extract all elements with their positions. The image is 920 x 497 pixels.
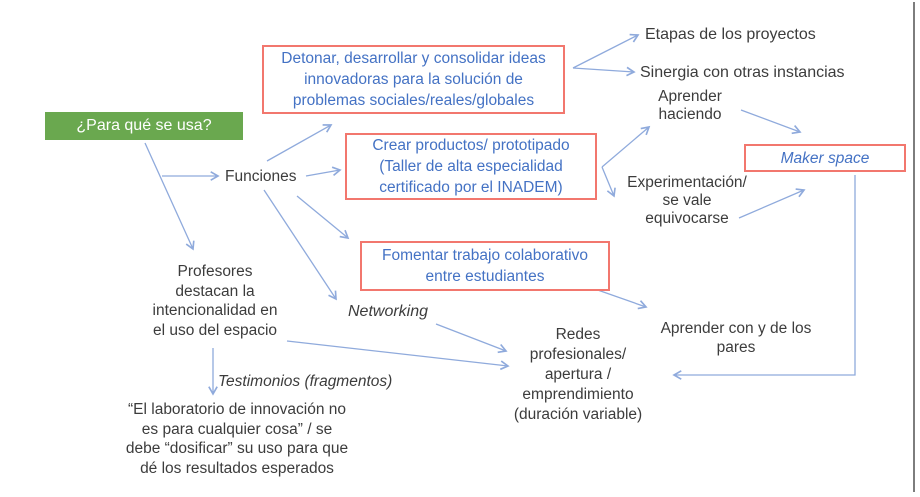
box-detonar-line: Detonar, desarrollar y consolidar ideas [281,50,546,67]
arrow-aprender-haciendo-to-maker [741,110,800,132]
aprender-pares-line: Aprender con y de los [660,320,812,337]
experimentacion-line: se vale [662,192,712,209]
aprender-pares-line: pares [716,339,756,356]
arrow-crear-to-experimentacion [602,167,614,196]
arrow-crear-to-aprender-haciendo [602,127,649,167]
box-crear-line: Crear productos/ prototipado [372,137,570,154]
box-fomentar-line: Fomentar trabajo colaborativo [382,247,588,264]
aprender-haciendo-line: Aprender [658,88,722,105]
redes-line: emprendimiento [522,386,634,403]
page-right-border [913,2,915,492]
arrow-funciones-to-fomentar [297,196,348,238]
box-maker-label: Maker space [780,149,870,167]
question-box [45,112,243,140]
experimentacion-label [616,174,758,228]
box-detonar-line: problemas sociales/reales/globales [292,92,535,109]
box-crear-line: (Taller de alta especialidad [379,158,563,175]
box-fomentar-line: entre estudiantes [425,268,545,285]
experimentacion-line: equivocarse [645,210,729,227]
arrow-networking-to-redes [436,324,506,351]
profesores-label [135,262,295,340]
redes-line: (duración variable) [513,406,643,423]
networking-label: Networking [348,303,429,320]
testimonios-label: Testimonios (fragmentos) [218,373,393,390]
quote-text [104,400,370,478]
aprender-haciendo-label [650,88,730,124]
aprender-haciendo-line: haciendo [658,106,722,123]
box-maker [744,144,906,172]
redes-line: profesionales/ [529,346,627,363]
box-crear [345,133,597,200]
arrow-question-to-profesores [145,143,193,249]
arrow-funciones-to-crear [306,170,340,176]
arrow-profesores-to-redes [287,341,508,366]
box-detonar-line: innovadoras para la solución de [304,71,523,88]
box-crear-line: certificado por el INADEM) [379,179,563,196]
redes-line: Redes [555,326,601,343]
sinergia-label: Sinergia con otras instancias [640,64,845,81]
experimentacion-line: Experimentación/ [627,174,747,191]
profesores-line: destacan la [175,282,255,300]
quote-line: debe “dosificar” su uso para que [125,440,349,457]
box-fomentar [360,241,610,291]
arrow-funciones-to-detonar [267,125,331,161]
arrow-detonar-to-etapas [573,35,638,68]
question-box-label: ¿Para qué se usa? [76,116,212,134]
profesores-line: Profesores [177,263,253,280]
funciones-label: Funciones [225,168,297,185]
profesores-line: intencionalidad en [152,302,278,319]
quote-line: es para cualquier cosa” / se [141,420,333,438]
redes-label [506,325,650,425]
profesores-line: el uso del espacio [152,321,278,339]
quote-line: dé los resultados esperados [140,459,334,477]
box-detonar [262,45,565,114]
etapas-label: Etapas de los proyectos [645,26,816,43]
arrow-detonar-to-sinergia [573,68,634,72]
redes-line: apertura / [544,366,612,383]
quote-line: “El laboratorio de innovación no [128,401,346,418]
aprender-pares-label [645,319,827,357]
